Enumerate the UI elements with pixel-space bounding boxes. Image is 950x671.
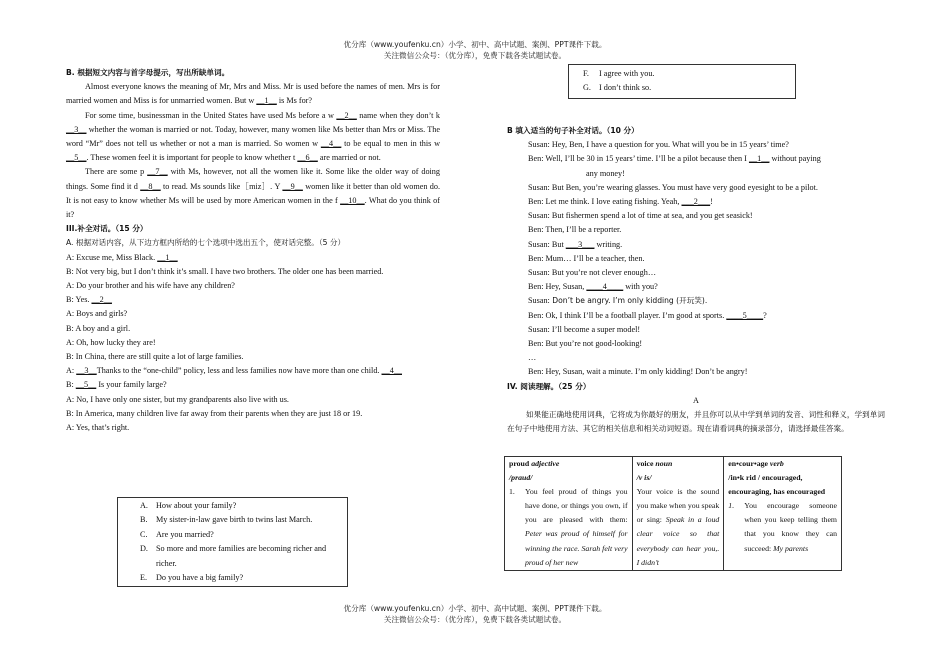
dict-entry-encourage: en•cour•age verb /in•k rid / encouraged, encouraging, has encouraged 1. You encourage someone when you keep telling them that you know they can succeed: My parents: [724, 457, 842, 571]
section-4-title: IV. 阅读理解。（25 分）: [507, 381, 591, 391]
dialogue-line: A: Boys and girls?: [66, 309, 128, 319]
blank-10[interactable]: __10__: [340, 195, 365, 205]
section-3a-title: A. 根据对话内容，从下边方框内所给的七个选项中选出五个，使对话完整。（5 分）: [66, 238, 346, 248]
dialogue-blank-2[interactable]: __2__: [91, 295, 112, 305]
blank-1[interactable]: __1__: [256, 96, 277, 106]
dialogue-blank-1[interactable]: __1__: [157, 252, 178, 262]
dialogue-line: Susan: Hey, Ben, I have a question for you. What will you be in 15 years’ time?: [528, 140, 789, 150]
dialogue-line: B: In America, many children live far away from their parents when they are just 18 or 19.: [66, 408, 363, 418]
option-item[interactable]: C. Are you married?: [140, 529, 214, 539]
blank-2[interactable]: __2__: [336, 110, 357, 120]
footer-line-2: 关注微信公众号：（优分库），免费下载各类试题试卷。: [383, 615, 567, 624]
page-footer: [0, 603, 950, 625]
dialogue-line: A: Yes, that’s right.: [66, 423, 130, 433]
options-box-right: [568, 64, 796, 99]
dialogue-line: Susan: But Ben, you’re wearing glasses. You must have very good eyesight to be a pilot.: [528, 182, 818, 192]
dialogue-line: any money!: [586, 168, 625, 178]
option-item[interactable]: E. Do you have a big family?: [140, 573, 244, 583]
dialogue-line: Ben: Let me think. I love eating fishing. Yeah, ___2___!: [528, 197, 713, 207]
dialogue-b-blank-4[interactable]: ____4____: [586, 282, 624, 292]
dialogue-line: Susan: But you’re not clever enough…: [528, 268, 657, 278]
dialogue-line: Susan: I’ll become a super model!: [528, 324, 641, 334]
dialogue-b-blank-5[interactable]: ____5____: [726, 310, 764, 320]
page-header: [0, 39, 950, 61]
dialogue-line: B: In China, there are still quite a lot of large families.: [66, 352, 244, 362]
blank-9[interactable]: __9__: [282, 181, 303, 191]
cloze-paragraph-2: For some time, businessman in the United States have used Ms before a w __2__ name when they don’t k __3__ whether the woman is married or not. Today, however, many women like Ms better than Mrs or Miss. The word “Mr” does not tell us whether or not a man is married. So women w __4__ to be equal to men in this w __5__. These women feel it is important for people to know whether t __6__ are married or not.: [66, 110, 440, 163]
blank-6[interactable]: __6__: [297, 153, 318, 163]
dialogue-line: Ben: But you’re not good-looking!: [528, 339, 643, 349]
header-line-2: 关注微信公众号：（优分库），免费下载各类试题试卷。: [383, 51, 567, 60]
blank-3[interactable]: __3__: [66, 124, 87, 134]
dialogue-line: A: Oh, how lucky they are!: [66, 337, 156, 347]
blank-8[interactable]: __8__: [140, 181, 161, 191]
dict-entry-proud: proud adjective /praud/ 1. You feel proud of things you have done, or things you own, if you are pleased with them: Peter was proud of himself for winning the race. Sarah felt very proud of her new: [505, 457, 633, 571]
dialogue-a: [66, 251, 440, 436]
options-box-left: [117, 497, 348, 587]
section-3-title: III.补全对话。（15 分）: [66, 224, 148, 234]
header-line-1: 优分库（www.youfenku.cn）小学、初中、高中试题、案例、PPT课件下载。: [343, 40, 607, 49]
option-item[interactable]: A. How about your family?: [140, 501, 237, 510]
option-item[interactable]: B. My sister-in-law gave birth to twins last March.: [140, 515, 313, 525]
dialogue-line: B: Not very big, but I don’t think it’s small. I have two brothers. The older one has been married.: [66, 266, 384, 276]
dialogue-line: A: __3__Thanks to the “one-child” policy, less and less families now have more than one child. __4__: [66, 366, 402, 376]
cloze-paragraph-1: Almost everyone knows the meaning of Mr, Mrs and Miss. Mr is used before the names of men. Mrs is for married women and Miss is for unmarried women. But w __1__ is Ms for?: [66, 82, 440, 106]
dictionary-table: [504, 456, 842, 571]
blank-4[interactable]: __4__: [320, 139, 342, 149]
dialogue-line: Susan: But ___3___ writing.: [528, 239, 623, 249]
dict-entry-voice: voice noun /v is/ Your voice is the sound you make when you speak or sing: Speak in a loud clear voice so that everybody can hear you,. I didn’t: [632, 457, 724, 571]
blank-7[interactable]: __7__: [147, 167, 168, 177]
dialogue-line: Susan: Don’t be angry. I’m only kidding (开玩笑).: [528, 296, 708, 306]
dialogue-b-blank-1[interactable]: __1__: [748, 154, 770, 164]
dialogue-line: Ben: Hey, Susan, ____4____ with you?: [528, 282, 658, 292]
dialogue-b-blank-2[interactable]: ___2___: [681, 197, 711, 207]
dialogue-line: B: A boy and a girl.: [66, 323, 131, 333]
dialogue-b-blank-3[interactable]: ___3___: [565, 239, 595, 249]
option-item[interactable]: G. I don’t think so.: [583, 83, 652, 93]
dialogue-line: B: Yes. __2__: [66, 295, 112, 305]
dialogue-line: Ben: Ok, I think I’ll be a football player. I’m good at sports. ____5____?: [528, 310, 767, 320]
dialogue-line: Ben: Well, I’ll be 30 in 15 years’ time. I’ll be a pilot because then I __1__ without paying: [528, 154, 821, 164]
section-4-intro: 如果能正确地使用词典，它将成为你最好的朋友，并且你可以从中学到单词的发音、词性和释义，学到单词在句子中地使用方法、其它的相关信息和相关动词短语。现在请看词典的摘录部分，请选择最佳答案。: [507, 410, 885, 434]
dialogue-line: A: Do your brother and his wife have any children?: [66, 281, 235, 291]
dialogue-line: Ben: Mum… I’ll be a teacher, then.: [528, 253, 645, 263]
dialogue-blank-4[interactable]: __4__: [381, 366, 402, 376]
dialogue-line: B: __5__ Is your family large?: [66, 380, 167, 390]
option-item[interactable]: F. I agree with you.: [583, 69, 655, 78]
section-4-subtitle: A: [693, 395, 699, 405]
right-column: [507, 124, 885, 436]
option-item[interactable]: D. So more and more families are becoming richer and richer.: [140, 544, 327, 568]
dialogue-blank-5[interactable]: __5__: [75, 380, 97, 390]
dialogue-line: Ben: Hey, Susan, wait a minute. I’m only kidding! Don’t be angry!: [528, 367, 748, 377]
blank-5[interactable]: __5__: [66, 153, 87, 163]
left-column: [66, 66, 440, 435]
dialogue-line: Ben: Then, I’ll be a reporter.: [528, 225, 622, 235]
dialogue-line: Susan: But fishermen spend a lot of time at sea, and you get seasick!: [528, 211, 753, 221]
cloze-paragraph-3: There are some p __7__ with Ms, however, not all the women like it. Some like the older way of doing things. Some find it d __8__ to read. Ms sounds like［miz］. Y __9__ women like it better than old women do. It is not easy to know whether Ms will be used by more American women in the f __10__. What do you think of it?: [66, 167, 440, 220]
footer-line-1: 优分库（www.youfenku.cn）小学、初中、高中试题、案例、PPT课件下载。: [343, 604, 607, 613]
dialogue-line: A: No, I have only one sister, but my grandparents also live with us.: [66, 394, 289, 404]
section-3b-title: B 填入适当的句子补全对话。（10 分）: [507, 126, 639, 135]
dialogue-b: [507, 138, 885, 379]
dialogue-line: …: [528, 353, 537, 363]
cloze-title: B. 根据短文内容与首字母提示，写出所缺单词。: [66, 68, 230, 77]
dialogue-line: A: Excuse me, Miss Black. __1__: [66, 252, 178, 262]
dialogue-blank-3[interactable]: __3__: [76, 366, 97, 376]
